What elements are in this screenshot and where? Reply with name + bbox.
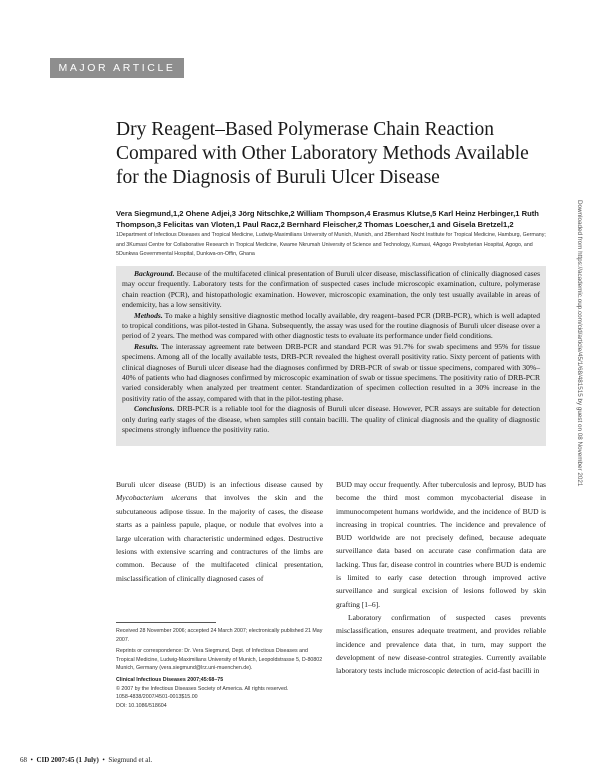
author-list: Vera Siegmund,1,2 Ohene Adjei,3 Jörg Nitschke,2 William Thompson,4 Erasmus Klutse,5 Karl Heinz Herbinger,1 Ruth Thompson,3 Felicitas van Vloten,1 Paul Racz,2 Bernhard Fleischer,2 Thomas Loescher,1 and Gisela Bretzel1,2 xyxy=(116,209,539,229)
received-dates: Received 28 November 2006; accepted 24 March 2007; electronically published 21 May 2007. xyxy=(116,628,323,643)
correspondence-note: Reprints or correspondence: Dr. Vera Siegmund, Dept. of Infectious Diseases and Tropical Medicine, Ludwig-Maximilians University of Munich, Leopoldstrasse 5, D-80802 Munich, Germany (vera.siegmund@lrz.uni-muenchen.de). xyxy=(116,648,323,672)
download-note: Downloaded from https://academic.oup.com/cid/article/45/1/68/481515 by guest on 08 November 2021 xyxy=(576,200,583,487)
bullet-separator: • xyxy=(28,756,35,764)
abstract-conclusions: Conclusions. DRB-PCR is a reliable tool for the diagnosis of Buruli ulcer disease. However, PCR assays are suitable for detection only during early stages of the disease, when samples still contain bacilli. The quality of clinical diagnosis and the quality of diagnostic specimens strongly influence the positivity ratio. xyxy=(122,404,541,435)
body-column-left xyxy=(116,478,323,585)
abstract-background: Background. Because of the multifaceted clinical presentation of Buruli ulcer disease, misclassification of clinically diagnosed cases may occur frequently. Laboratory tests for the confirmation of suspected cases include microscopic examination, culture, polymerase chain reaction (PCR), and histopathologic examination. However, microscopic examination, the only test usually available in areas of endemicity, has a low sensitivity. xyxy=(122,269,541,310)
journal-citation: Clinical Infectious Diseases 2007;45:68–75 xyxy=(116,676,224,683)
body-paragraph: BUD may occur frequently. After tuberculosis and leprosy, BUD has become the third most common mycobacterial disease in immunocompetent humans worldwide, and the incidence of BUD is increasing in tropical countries. The incidence and prevalence of BUD worldwide are not precisely defined, because adequate surveillance data based on accurate case confirmation data are lacking. Thus far, disease control in countries where BUD is endemic is limited to early case detection through improved active surveillance and surgical excision of lesions followed by skin grafting [1–6]. xyxy=(336,480,546,609)
copyright-note: © 2007 by the Infectious Diseases Society of America. All rights reserved. xyxy=(116,685,289,692)
page-footer xyxy=(20,756,152,764)
section-banner: MAJOR ARTICLE xyxy=(50,58,184,78)
abstract-methods: Methods. To make a highly sensitive diagnostic method locally available, dry reagent–based PCR (DRB-PCR), which is well adapted to tropical conditions, was pilot-tested in Ghana. Subsequently, the assay was used for the routine diagnosis of Buruli ulcer disease over a period of 2 years. The method was compared with other diagnostic tests to evaluate its performance under field conditions. xyxy=(122,310,540,341)
bullet-separator: • xyxy=(100,756,107,764)
abstract-box xyxy=(116,266,546,446)
issn-note: 1058-4838/2007/4501-0013$15.00 xyxy=(116,694,198,701)
footer-authors: Siegmund et al. xyxy=(108,756,153,764)
doi-note: DOI: 10.1086/518604 xyxy=(116,702,167,709)
article-title: Dry Reagent–Based Polymerase Chain Reaction Compared with Other Laboratory Methods Available for the Diagnosis of Buruli Ulcer Disease xyxy=(116,119,529,188)
abstract-results: Results. The interassay agreement rate between DRB-PCR and standard PCR was 91.7% for swab specimens and 95% for tissue specimens. Among all of the locally available tests, DRB-PCR revealed the highest overall positivity ratio. Sixty percent of patients with clinical diagnoses of Buruli ulcer disease had the diagnoses confirmed by DRB-PCR of swab or tissue specimens, compared with 30%–40% of patients who had diagnoses confirmed by microscopic examination of swab or tissue specimens. The positivity ratio of DRB-PCR varied considerably when analyzed per treatment center. Standardization of specimen collection resulted in a 30% increase in the positivity ratio of the assay, compared with that in the pilot-testing phase. xyxy=(122,341,540,403)
body-column-right xyxy=(336,478,546,677)
affiliations: 1Department of Infectious Diseases and Tropical Medicine, Ludwig-Maximilians University of Munich, Munich, and 2Bernhard Nocht Institute for Tropical Medicine, Hamburg, Germany; and 3Kumasi Centre for Collaborative Research in Tropical Medicine, Kwame Nkrumah University of Science and Technology, Kumasi, 4Agogo Presbyterian Hospital, Agogo, and 5Dunkwa Governmental Hospital, Dunkwa-on-Offin, Ghana xyxy=(116,232,546,258)
body-paragraph: Laboratory confirmation of suspected cases prevents misclassification, ensures adequate treatment, and provides reliable incidence and prevalence data that, in turn, may support the development of new disease-control strategies. Currently available laboratory tests include microscopic detection of acid-fast bacilli in xyxy=(336,612,546,676)
body-paragraph: Buruli ulcer disease (BUD) is an infectious disease caused by Mycobacterium ulcerans that involves the skin and the subcutaneous adipose tissue. In the majority of cases, the disease starts as a painless papule, plaque, or nodule that evolves into a large ulceration with characteristic undermined edges. Destructive lesions with extensive scarring and contractures of the limbs are common. Because of the multifaceted clinical presentation, misclassification of clinically diagnosed cases of xyxy=(116,480,323,583)
download-watermark xyxy=(575,200,585,580)
page-number: 68 xyxy=(20,756,27,764)
footnotes xyxy=(116,627,323,710)
footer-journal: CID 2007:45 (1 July) xyxy=(36,756,99,764)
footnote-divider xyxy=(116,622,216,623)
